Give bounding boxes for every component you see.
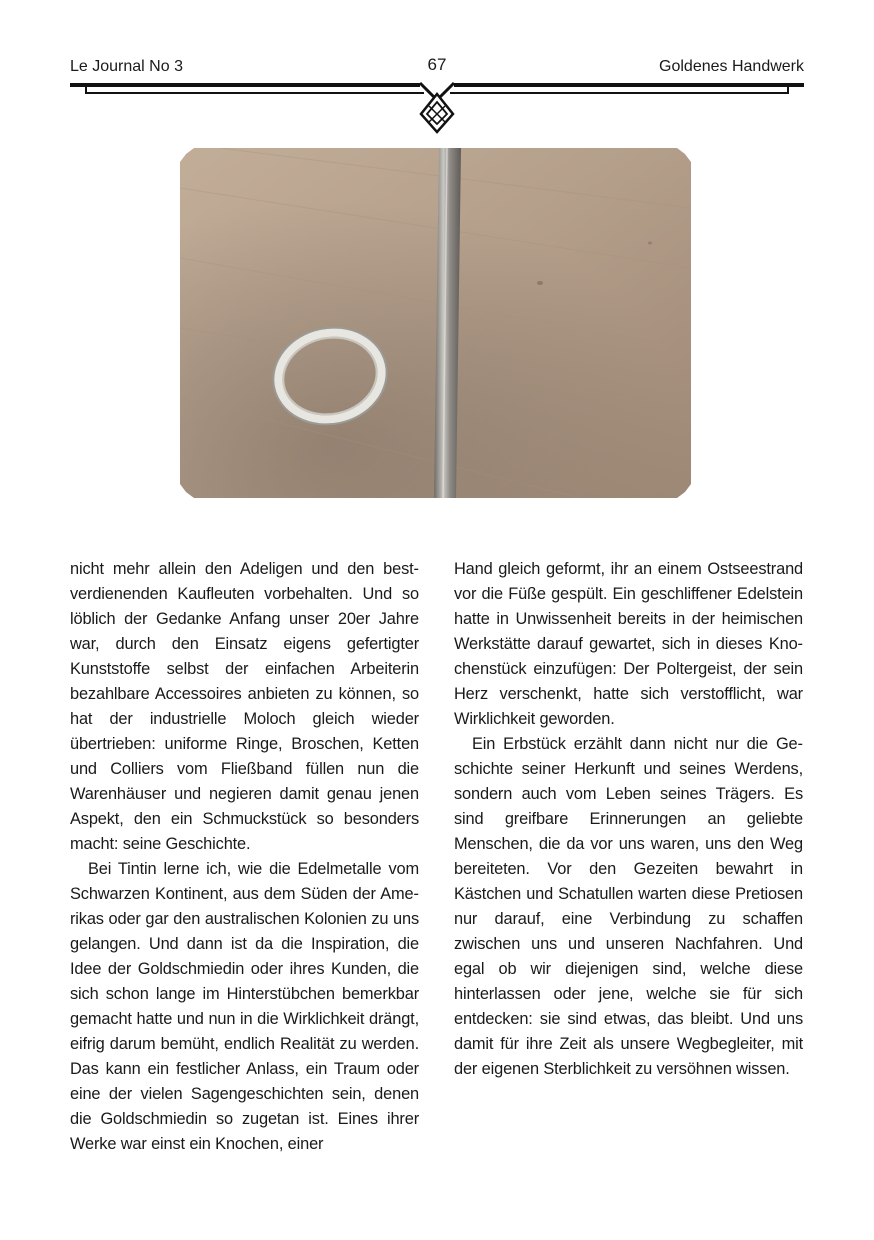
header-ornament: [0, 78, 874, 136]
page-number: 67: [427, 55, 447, 74]
text-column-left: [70, 557, 419, 1157]
paragraph: Bei Tintin lerne ich, wie die Edelmetalle vom Schwarzen Kontinent, aus dem Süden der Amerikas oder gar den australischen Kolonien zu uns gelangen. Und dann ist da die Inspiration, die Idee der Goldschmiedin oder ihres Kunden, die sich schon lange im Hinterstübchen bemerkbar gemacht hatte und nun in die Wirklichkeit drängt, eifrig darum bemüht, endlich Realität zu werden. Das kann ein festlicher Anlass, ein Traum oder eine der vielen Sagengeschichten sein, denen die Goldschmiedin so zugetan ist. Eines ihrer Werke war einst ein Knochen, einer: [70, 860, 419, 1153]
journal-title: Le Journal No 3: [70, 58, 183, 75]
paragraph: nicht mehr allein den Adeligen und den bestverdienenden Kaufleuten vorbehalten. Und so löblich der Gedanke Anfang unser 20er Jahre war, durch den Einsatz eigens gefertigter Kunststoffe selbst der einfachen Arbeiterin bezahlbare Accessoires anbieten zu können, so hat der industrielle Moloch gleich wieder übertrieben: uniforme Ringe, Broschen, Ketten und Colliers vom Fließband füllen nun die Warenhäuser und negieren damit genau jenen Aspekt, den ein Schmuckstück so besonders macht: seine Geschichte.: [70, 560, 419, 853]
paragraph: Ein Erbstück erzählt dann nicht nur die Geschichte seiner Herkunft und seines Werdens, sondern auch vom Leben seines Trägers. Es sind greifbare Erinnerungen an geliebte Menschen, die da vor uns waren, uns den Weg bereiteten. Vor den Gezeiten bewahrt in Kästchen und Schatullen warten diese Pretiosen nur darauf, eine Verbindung zu schaffen zwischen uns und unseren Nachfahren. Und egal ob wir diejenigen sind, welche diese hinterlassen oder jene, welche sie für sich entdecken: sie sind etwas, das bleibt. Und uns damit für ihre Zeit als unsere Wegbegleiter, mit der eigenen Sterblichkeit zu versöhnen wissen.: [454, 735, 803, 1078]
section-title: Goldenes Handwerk: [659, 58, 804, 75]
text-column-right: [454, 557, 803, 1082]
workbench-photo: [180, 148, 691, 498]
paragraph: Hand gleich geformt, ihr an einem Ostseestrand vor die Füße gespült. Ein geschliffener Edelstein hatte in Unwissenheit bereits in der heimischen Werkstätte darauf gewartet, sich in dieses Knochenstück einzufügen: Der Poltergeist, der sein Herz verschenkt, hatte sich verstofflicht, war Wirklichkeit geworden.: [454, 560, 803, 728]
